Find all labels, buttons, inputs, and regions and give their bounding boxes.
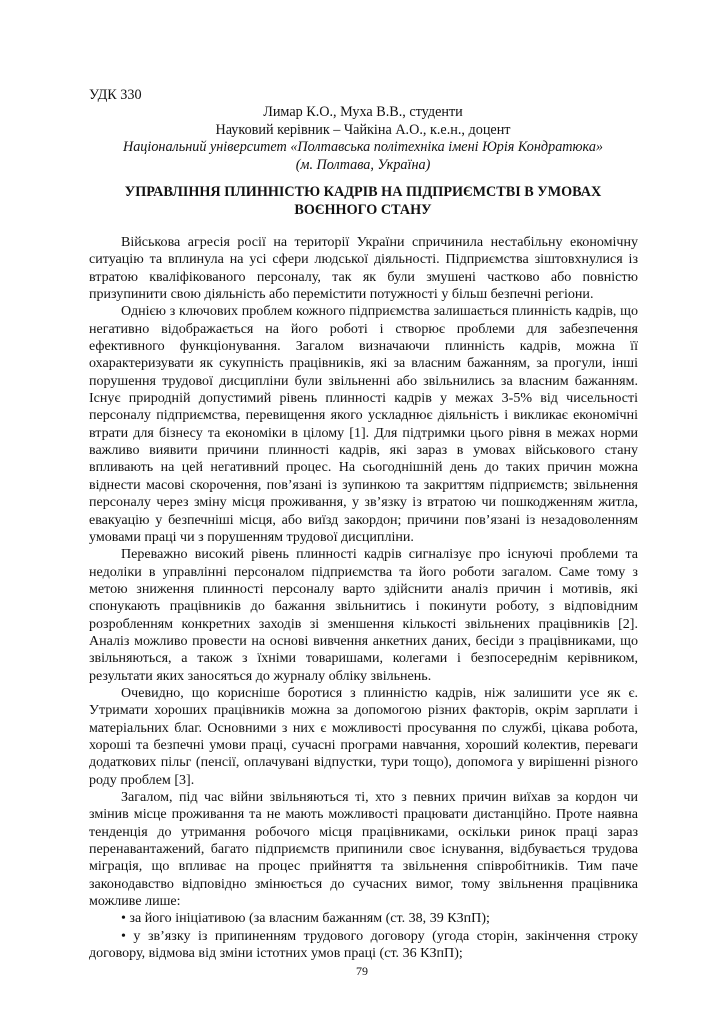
title-line-2: ВОЄННОГО СТАНУ (294, 202, 432, 218)
paragraph-3: Переважно високий рівень плинності кадрів сигналізує про існуючі проблеми та недоліки в управлінні персоналом підприємства та його роботи загалом. Саме тому з метою зниження плинності персоналу варто здійснити аналіз причин і мотивів, які спонукають працівників до бажання звільнитись і покинути роботу, з відповідним розробленням конкретних заходів зі зменшення кількості звільнених працівників [2]. Аналіз можливо провести на основі вивчення анкетних даних, бесіди з працівниками, що звільняються, а також з їхніми товаришами, колегами і безпосереднім керівником, результати яких заносяться до журналу обліку звільнень. (89, 546, 638, 684)
bullet-item-2: • у зв’язку із припиненням трудового договору (угода сторін, закінчення строку договору, відмова від зміни істотних умов праці (ст. 36 КЗпП); (89, 927, 638, 962)
authors-line: Лимар К.О., Муха В.В., студенти (263, 104, 463, 120)
body-text (89, 234, 638, 962)
author-block (89, 104, 637, 174)
paragraph-4: Очевидно, що корисніше боротися з плинністю кадрів, ніж залишити усе як є. Утримати хороших працівників можна за допомогою різних факторів, окрім зарплати і матеріальних благ. Основними з них є можливості просування по службі, цікава робота, хороші та безпечні умови праці, сучасні програми навчання, хороший колектив, переваги додаткових пільг (пенсії, оплачувані відпустки, тури тощо), допомога у вирішенні різного роду проблем [3]. (89, 684, 638, 788)
udk-code: УДК 330 (89, 87, 142, 103)
university-line: Національний університет «Полтавська політехніка імені Юрія Кондратюка» (122, 139, 604, 155)
paragraph-2: Однією з ключових проблем кожного підприємства залишається плинність кадрів, що негативно відображається на його роботі і створює проблеми для забезпечення ефективного функціонування. Загалом визначаючи плинність кадрів, можна її охарактеризувати як сукупність працівників, які за власним бажанням, за прогули, інші порушення трудової дисципліни були звільненні або звільнились за власним бажанням. Існує природній допустимий рівень плинності кадрів у межах 3-5% від чисельності персоналу підприємства, перевищення якого ускладнює діяльність і викликає економічні втрати для бізнесу та економіки в цілому [1]. Для підтримки цього рівня в межах норми важливо виявити причини плинності кадрів, які зараз в умовах військового стану впливають на цей негативний процес. На сьогоднішній день до таких причин можна віднести масові скорочення, пов’язані із зупинкою та закриттям підприємств; звільнення персоналу через зміну місця проживання, у зв’язку із втратою чи пошкодженням житла, евакуацію у безпечніші місця, або виїзд закордон; причини пов’язані із незадоволенням умовами праці чи з порушенням трудової дисципліни. (89, 303, 638, 545)
title-line-1: УПРАВЛІННЯ ПЛИННІСТЮ КАДРІВ НА ПІДПРИЄМСТВІ В УМОВАХ (124, 184, 602, 200)
paper-title (100, 183, 626, 219)
city-line: (м. Полтава, Україна) (295, 156, 431, 173)
paragraph-1: Військова агресія росії на території України спричинила нестабільну економічну ситуацію та вплинула на усі сфери людської діяльності. Підприємства зіштовхнулися із втратою кваліфікованого персоналу, так як були змушені частково або повністю призупинити свою діяльність або перемістити потужності у більш безпечні регіони. (89, 234, 638, 303)
paragraph-5: Загалом, під час війни звільняються ті, хто з певних причин виїхав за кордон чи змінив місце проживання та не мають можливості працювати дистанційно. Проте наявна тенденція до утримання робочого місця працівниками, оскільки ринок праці зараз перенавантажений, багато підприємств припинили своє існування, відбувається трудова міграція, що впливає на процес прийняття та звільнення співробітників. Тим паче законодавство відповідно змінюється до сучасних вимог, тому звільнення працівника можливе лише: (89, 789, 638, 910)
bullet-item-1: • за його ініціативою (за власним бажанням (ст. 38, 39 КЗпП); (121, 910, 490, 927)
page-number: 79 (356, 964, 368, 978)
supervisor-line: Науковий керівник – Чайкіна А.О., к.е.н., доцент (215, 121, 511, 138)
